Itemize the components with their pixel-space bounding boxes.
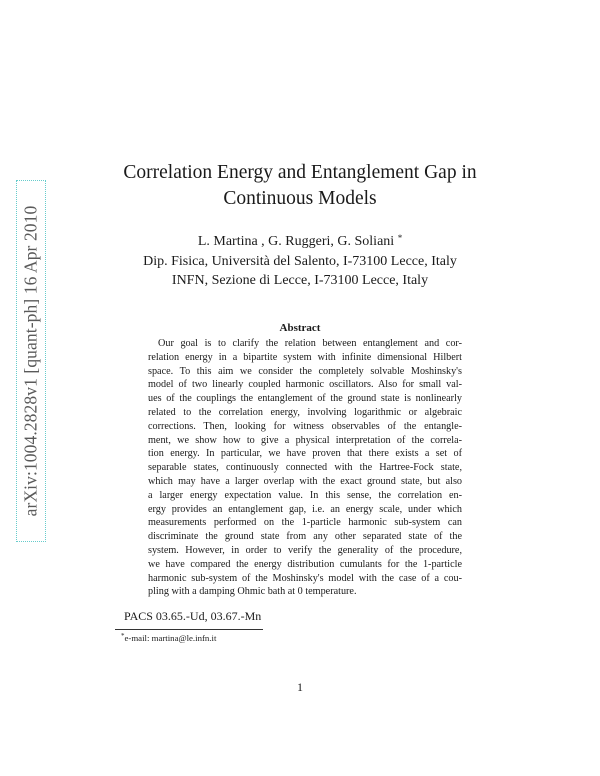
footnote-rule — [115, 629, 263, 630]
abstract-line: pling with a damping Ohmic bath at 0 temperature. — [148, 586, 357, 598]
footnote-email: e-mail: martina@le.infn.it — [124, 633, 217, 643]
abstract-line: ergy provides an entanglement gap, i.e. an energy scale, under which — [148, 503, 462, 515]
abstract-line: corrections. Then, looking for witness observables of the entangle- — [148, 420, 462, 432]
abstract-line: space. To this aim we consider the completely solvable Moshinsky's — [148, 365, 462, 377]
author-affiliation-1: Dip. Fisica, Università del Salento, I-73100 Lecce, Italy — [143, 253, 457, 269]
author-block — [110, 229, 490, 291]
author-footnote-marker: * — [397, 233, 403, 243]
abstract-line: tion energy. In particular, we have proven that there exists a set of — [148, 448, 462, 460]
paper-title — [100, 160, 500, 212]
abstract-line: Our goal is to clarify the relation between entanglement and cor- — [158, 338, 462, 349]
abstract-line: ment, we show how to give a physical interpretation of the correla- — [148, 434, 462, 446]
abstract-heading: Abstract — [279, 322, 321, 334]
abstract-line: which may have a larger overlap with the exact ground state, but also — [148, 475, 462, 487]
footnote-marker: * — [121, 632, 125, 640]
paper-title-line-2: Continuous Models — [223, 188, 377, 209]
abstract-line: related to the correlation energy, involving logarithmic or algebraic — [148, 406, 462, 418]
author-affiliation-2: INFN, Sezione di Lecce, I-73100 Lecce, Italy — [171, 273, 429, 288]
abstract-line: measurements performed on the 1-particle harmonic sub-system can — [148, 517, 462, 529]
pacs-codes: PACS 03.65.-Ud, 03.67.-Mn — [124, 609, 262, 623]
abstract-line: model of two linearly coupled harmonic oscillators. Also for small val- — [148, 379, 462, 391]
page-number: 1 — [297, 680, 303, 694]
abstract-line: a larger energy expectation value. In this sense, the correlation en- — [148, 489, 462, 501]
footnote — [121, 632, 216, 643]
abstract-body — [148, 337, 462, 599]
abstract-line: harmonic sub-system of the Moshinsky's model with the case of a cou- — [148, 572, 462, 584]
abstract-line: discriminate the ground state from any other separated state of the — [148, 531, 462, 543]
arxiv-identifier-stamp — [16, 180, 46, 542]
arxiv-identifier-text: arXiv:1004.2828v1 [quant-ph] 16 Apr 2010 — [20, 205, 41, 517]
abstract-line: we have compared the energy distribution cumulants for the 1-particle — [148, 558, 462, 570]
abstract-line: system. However, in order to verify the generality of the procedure, — [148, 544, 462, 556]
abstract-line: separable states, continuously connected with the Hartree-Fock state, — [148, 462, 462, 474]
paper-title-line-1: Correlation Energy and Entanglement Gap in — [123, 162, 477, 183]
abstract-line: relation energy in a bipartite system with infinite dimensional Hilbert — [148, 351, 462, 363]
author-names-text: L. Martina , G. Ruggeri, G. Soliani — [197, 234, 395, 249]
abstract-line: ues of the couplings the entanglement of the ground state is nonlinearly — [148, 393, 462, 405]
author-names — [110, 229, 490, 252]
